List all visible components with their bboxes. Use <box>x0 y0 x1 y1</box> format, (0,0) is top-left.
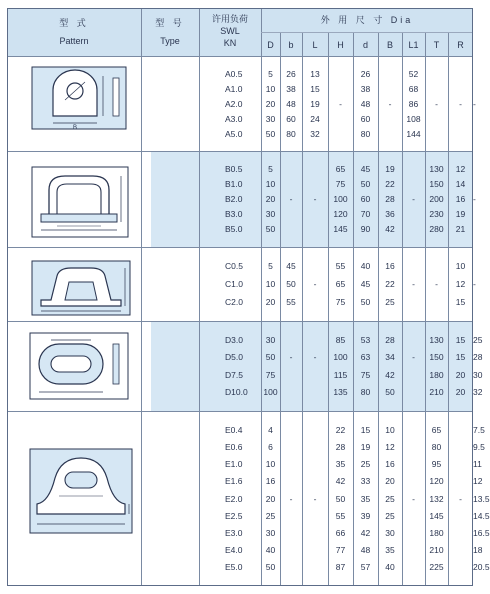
dimension-cell: 15 <box>455 297 466 307</box>
type-cell: E3.0 <box>225 527 243 538</box>
type-header-en: Type <box>160 36 180 46</box>
dimension-cell: - <box>459 98 462 109</box>
dimension-cell: 120 <box>429 476 444 487</box>
dimension-cell: 19 <box>310 98 320 109</box>
dim-header-d: D <box>267 40 274 50</box>
dimension-cell: 65 <box>335 279 346 289</box>
dimension-cell: 32 <box>310 128 320 139</box>
dimension-cell: 80 <box>286 128 296 139</box>
dimension-cell: 150 <box>429 352 444 363</box>
dimension-cell: 70 <box>360 209 371 220</box>
dimension-cell: 95 <box>431 459 442 470</box>
type-cell: A2.0 <box>225 98 243 109</box>
svg-text:B: B <box>72 125 78 131</box>
dimension-cell: 66 <box>335 527 346 538</box>
dimension-cell: - <box>473 194 476 204</box>
swl-header-en: SWL <box>220 26 240 36</box>
dimension-cell: 30 <box>385 527 395 538</box>
dimension-cell: - <box>473 279 476 289</box>
dimension-cell: 16 <box>385 261 395 271</box>
dimension-cell: 16.5 <box>473 527 490 538</box>
swl-cell: 5 <box>268 261 273 271</box>
dimension-cell: 86 <box>408 98 419 109</box>
dimension-cell: 12 <box>385 441 395 452</box>
dimension-cell: 55 <box>335 261 346 271</box>
dimension-cell: 24 <box>310 113 320 124</box>
dimension-cell: 10 <box>455 261 466 271</box>
swl-cell: 30 <box>265 209 276 220</box>
dimension-cell: 19 <box>360 441 371 452</box>
dimensions-header: 外 用 尺 寸 Dia <box>320 15 414 25</box>
swl-cell: 50 <box>265 128 276 139</box>
dimension-cell: 38 <box>360 83 371 94</box>
dimension-cell: - <box>289 352 293 363</box>
dimension-cell: 75 <box>335 178 346 189</box>
dimension-cell: 135 <box>333 387 348 398</box>
dimension-cell: 115 <box>333 369 348 380</box>
dimension-cell: - <box>412 194 415 204</box>
dim-header-l: L <box>312 40 318 50</box>
dimension-cell: 200 <box>429 194 444 204</box>
type-cell: C1.0 <box>225 279 243 289</box>
dimension-cell: 42 <box>385 369 395 380</box>
dimension-cell: 19 <box>385 163 395 174</box>
dimension-cell: 42 <box>385 224 395 235</box>
swl-cell: 75 <box>265 369 276 380</box>
type-cell: D5.0 <box>225 352 243 363</box>
dimension-cell: 132 <box>429 493 444 504</box>
type-cell: A5.0 <box>225 128 243 139</box>
dimension-cell: 57 <box>360 562 371 573</box>
type-cell: C0.5 <box>225 261 243 271</box>
dim-header-b: b <box>288 40 294 50</box>
dimension-cell: 28 <box>385 194 395 204</box>
dimension-cell: 280 <box>429 224 444 235</box>
swl-cell: 10 <box>265 279 276 289</box>
dimension-cell: 7.5 <box>473 424 485 435</box>
swl-cell: 25 <box>265 510 276 521</box>
type-cell: E5.0 <box>225 562 243 573</box>
dimension-cell: 52 <box>408 68 419 79</box>
dimension-cell: 150 <box>429 178 444 189</box>
dimension-cell: 15 <box>310 83 320 94</box>
dimension-cell: 15 <box>455 334 466 345</box>
swl-cell: 30 <box>265 334 276 345</box>
dimension-cell: 33 <box>360 476 371 487</box>
type-cell: D7.5 <box>225 369 243 380</box>
type-cell: E2.0 <box>225 493 243 504</box>
dimension-cell: 25 <box>385 493 395 504</box>
dimension-cell: 50 <box>286 279 296 289</box>
dimension-cell: 60 <box>286 113 296 124</box>
dimension-cell: 28 <box>335 441 346 452</box>
dimension-cell: 53 <box>360 334 371 345</box>
dimension-cell: 9.5 <box>473 441 485 452</box>
dimension-cell: 15 <box>455 352 466 363</box>
type-cell: D3.0 <box>225 334 243 345</box>
swl-header-unit: KN <box>223 38 237 48</box>
dimension-cell: 20 <box>385 476 395 487</box>
dimension-cell: 22 <box>385 178 395 189</box>
dimension-cell: 100 <box>333 352 348 363</box>
type-header-cn: 型 号 <box>155 18 185 28</box>
dimension-cell: 35 <box>385 545 395 556</box>
dim-header-h: H <box>337 40 344 50</box>
dimension-cell: 90 <box>360 224 371 235</box>
swl-cell: 16 <box>265 476 276 487</box>
dimension-cell: 42 <box>335 476 346 487</box>
type-cell: A1.0 <box>225 83 243 94</box>
dimension-cell: 130 <box>429 334 444 345</box>
table-frame <box>7 8 473 586</box>
dimension-cell: 87 <box>335 562 346 573</box>
dimension-cell: 32 <box>473 387 483 398</box>
dimension-cell: - <box>289 493 293 504</box>
dimension-cell: 108 <box>406 113 421 124</box>
dimension-cell: 20 <box>455 387 466 398</box>
dimension-cell: 13 <box>310 68 320 79</box>
dimension-cell: 230 <box>429 209 444 220</box>
dimension-cell: 20 <box>455 369 466 380</box>
dimension-cell: 25 <box>385 510 395 521</box>
dimension-cell: - <box>289 194 293 204</box>
dimension-cell: - <box>412 279 415 289</box>
dimension-cell: 12 <box>455 279 466 289</box>
dimension-cell: 144 <box>406 128 421 139</box>
dimension-cell: 80 <box>360 128 371 139</box>
swl-cell: 4 <box>268 424 273 435</box>
dimension-cell: 18 <box>473 545 483 556</box>
dimension-cell: - <box>435 98 438 109</box>
dimension-cell: 21 <box>455 224 466 235</box>
dim-header-d: d <box>362 40 368 50</box>
dim-header-l1: L1 <box>408 40 419 50</box>
dimension-cell: 15 <box>360 424 371 435</box>
swl-cell: 30 <box>265 527 276 538</box>
dimension-cell: 14.5 <box>473 510 490 521</box>
dimension-cell: 75 <box>335 297 346 307</box>
dimension-cell: 145 <box>429 510 444 521</box>
dimension-cell: 39 <box>360 510 371 521</box>
dimension-cell: 28 <box>473 352 483 363</box>
dimension-cell: 60 <box>360 194 371 204</box>
type-cell: B1.0 <box>225 178 243 189</box>
type-cell: B5.0 <box>225 224 243 235</box>
dimension-cell: 20.5 <box>473 562 490 573</box>
dimension-cell: - <box>412 493 415 504</box>
dimension-cell: 80 <box>360 387 371 398</box>
dimension-cell: 14 <box>455 178 466 189</box>
dimension-cell: 22 <box>335 424 346 435</box>
dimension-cell: 145 <box>333 224 348 235</box>
dimension-cell: 19 <box>455 209 466 220</box>
dimension-cell: 50 <box>385 387 395 398</box>
dimension-cell: - <box>313 352 317 363</box>
dimension-cell: 225 <box>429 562 444 573</box>
dimension-cell: 10 <box>385 424 395 435</box>
dimension-cell: 50 <box>360 178 371 189</box>
dimension-cell: 120 <box>333 209 348 220</box>
dimension-cell: - <box>459 493 462 504</box>
dimension-cell: 50 <box>360 297 371 307</box>
dim-header-r: R <box>457 40 464 50</box>
dimension-cell: 48 <box>286 98 296 109</box>
type-cell: E0.4 <box>225 424 243 435</box>
dimension-cell: 42 <box>360 527 371 538</box>
dimension-cell: 45 <box>360 163 371 174</box>
dimension-cell: 40 <box>360 261 371 271</box>
type-cell: E1.0 <box>225 459 243 470</box>
type-cell: C2.0 <box>225 297 243 307</box>
dimension-cell: - <box>313 194 317 204</box>
dimension-cell: 35 <box>335 459 346 470</box>
swl-cell: 20 <box>265 493 276 504</box>
dimension-cell: 11 <box>473 459 482 470</box>
swl-cell: 50 <box>265 352 276 363</box>
swl-cell: 30 <box>265 113 276 124</box>
swl-cell: 5 <box>268 163 273 174</box>
type-cell: B3.0 <box>225 209 243 220</box>
dimension-table <box>7 8 490 586</box>
pattern-header-cn: 型 式 <box>59 18 89 28</box>
swl-cell: 10 <box>265 178 276 189</box>
dimension-cell: 60 <box>360 113 371 124</box>
dimension-cell: 26 <box>286 68 296 79</box>
dimension-cell: 80 <box>431 441 442 452</box>
dimension-cell: 34 <box>385 352 395 363</box>
swl-cell: 20 <box>265 98 276 109</box>
dimension-cell: 26 <box>360 68 371 79</box>
dimension-cell: 210 <box>429 387 444 398</box>
swl-cell: 50 <box>265 562 276 573</box>
swl-cell: 100 <box>263 387 278 398</box>
type-cell: E0.6 <box>225 441 243 452</box>
dimension-cell: 25 <box>385 297 395 307</box>
dimension-cell: 180 <box>429 369 444 380</box>
dimension-cell: 63 <box>360 352 371 363</box>
dimension-cell: 30 <box>473 369 483 380</box>
dimension-cell: 13.5 <box>473 493 490 504</box>
dimension-cell: 25 <box>360 459 371 470</box>
dimension-cell: 65 <box>431 424 442 435</box>
swl-cell: 50 <box>265 224 276 235</box>
dimension-cell: - <box>313 493 317 504</box>
swl-cell: 10 <box>265 459 276 470</box>
dimension-cell: - <box>339 98 342 109</box>
dimension-cell: 12 <box>455 163 466 174</box>
type-cell: E1.6 <box>225 476 243 487</box>
dimension-cell: 40 <box>385 562 395 573</box>
type-cell: A3.0 <box>225 113 243 124</box>
swl-header-cn: 许用负荷 <box>211 14 248 24</box>
dimension-cell: 16 <box>455 194 466 204</box>
dimension-cell: 48 <box>360 98 371 109</box>
dimension-cell: 55 <box>335 510 346 521</box>
dimension-cell: 22 <box>385 279 395 289</box>
dimension-cell: - <box>388 98 392 109</box>
dimension-cell: - <box>412 352 415 363</box>
dimension-cell: 48 <box>360 545 371 556</box>
dimension-cell: 55 <box>286 297 296 307</box>
dimension-cell: 210 <box>429 545 444 556</box>
swl-cell: 20 <box>265 194 276 204</box>
pattern-header-en: Pattern <box>59 36 89 46</box>
dimension-cell: 35 <box>360 493 371 504</box>
dimension-cell: 100 <box>333 194 348 204</box>
dimension-cell: - <box>473 98 476 109</box>
type-cell: A0.5 <box>225 68 243 79</box>
dimension-cell: 16 <box>385 459 395 470</box>
dimension-cell: 45 <box>360 279 371 289</box>
dimension-cell: 45 <box>286 261 296 271</box>
dimension-cell: 68 <box>408 83 419 94</box>
dimension-cell: 38 <box>286 83 296 94</box>
swl-cell: 6 <box>268 441 273 452</box>
dimension-cell: 28 <box>385 334 395 345</box>
dimension-cell: 85 <box>335 334 346 345</box>
dim-header-t: T <box>433 40 440 50</box>
dim-header-b: B <box>386 40 393 50</box>
type-cell: B2.0 <box>225 194 243 204</box>
dimension-cell: 12 <box>473 476 483 487</box>
dimension-cell: 25 <box>473 334 483 345</box>
type-cell: D10.0 <box>225 387 248 398</box>
dimension-cell: - <box>435 279 438 289</box>
dimension-cell: 50 <box>335 493 346 504</box>
dimension-cell: 36 <box>385 209 395 220</box>
swl-cell: 10 <box>265 83 276 94</box>
type-cell: B0.5 <box>225 163 243 174</box>
swl-cell: 20 <box>265 297 276 307</box>
dimension-cell: 180 <box>429 527 444 538</box>
type-cell: E4.0 <box>225 545 243 556</box>
swl-cell: 40 <box>265 545 276 556</box>
dimension-cell: 75 <box>360 369 371 380</box>
dimension-cell: 130 <box>429 163 444 174</box>
swl-cell: 5 <box>268 68 273 79</box>
dimension-cell: 77 <box>335 545 346 556</box>
dimension-cell: - <box>313 279 317 289</box>
type-cell: E2.5 <box>225 510 243 521</box>
dimension-cell: 65 <box>335 163 346 174</box>
